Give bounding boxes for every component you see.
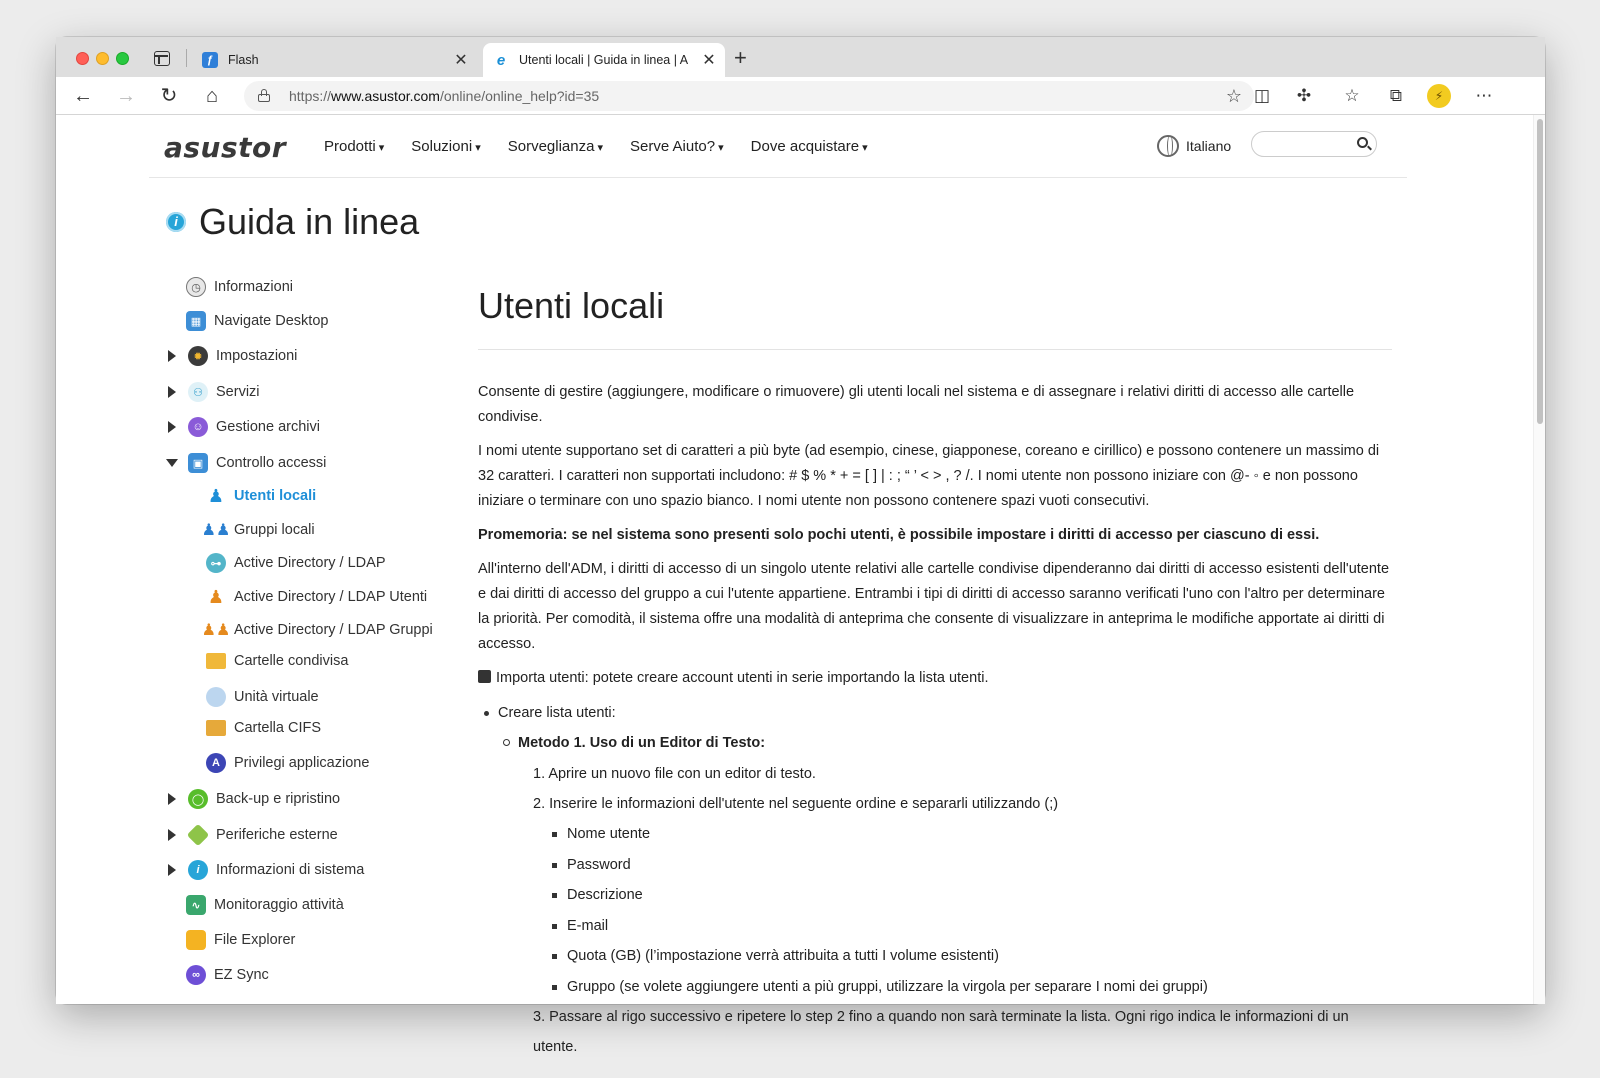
sidebar-item-ldap-gruppi[interactable] bbox=[201, 620, 433, 640]
language-selector[interactable] bbox=[1157, 135, 1231, 157]
sidebar-item-informazioni[interactable] bbox=[186, 277, 293, 297]
forward-arrow-icon[interactable]: → bbox=[116, 85, 136, 107]
bullet-list bbox=[478, 699, 1392, 1062]
user-icon: ♟ bbox=[207, 485, 225, 506]
sidebar-item-label: Active Directory / LDAP Gruppi bbox=[234, 622, 433, 638]
sidebar-item-ldap-utenti[interactable] bbox=[206, 587, 427, 607]
sidebar-item-label: Privilegi applicazione bbox=[234, 755, 370, 771]
ldap-group-icon: ♟♟ bbox=[201, 622, 231, 639]
field-item: Password bbox=[567, 850, 1392, 881]
lock-icon[interactable] bbox=[258, 89, 270, 102]
article-content bbox=[478, 285, 1392, 1062]
group-icon: ♟♟ bbox=[201, 522, 231, 539]
sidebar-item-ez-sync[interactable] bbox=[186, 965, 269, 985]
close-icon[interactable]: ✕ bbox=[702, 52, 716, 69]
collapse-arrow-icon[interactable] bbox=[166, 459, 178, 467]
gear-icon: ✹ bbox=[188, 346, 208, 366]
sidebar-item-informazioni-sistema[interactable] bbox=[168, 860, 364, 880]
tab-actions-icon[interactable] bbox=[154, 51, 170, 66]
sidebar-item-label: Active Directory / LDAP Utenti bbox=[234, 589, 428, 605]
collections-icon[interactable]: ⧉ bbox=[1389, 86, 1403, 105]
guide-heading bbox=[166, 201, 419, 243]
sidebar-item-label: Cartelle condivisa bbox=[234, 653, 349, 669]
sidebar-item-servizi[interactable] bbox=[168, 382, 260, 402]
ldap-user-icon: ♟ bbox=[207, 586, 225, 607]
tab-strip bbox=[56, 37, 1545, 77]
sidebar-item-label: Unità virtuale bbox=[234, 689, 319, 705]
tab-utenti-locali[interactable] bbox=[483, 43, 725, 77]
menu-item-dove-acquistare[interactable]: Dove acquistare ▾ bbox=[751, 138, 868, 155]
access-control-icon: ▣ bbox=[188, 453, 208, 473]
url-text: https://www.asustor.com/online/online_help?id=35 bbox=[289, 88, 600, 104]
sidebar-item-label: Back-up e ripristino bbox=[216, 791, 341, 807]
ez-sync-icon: ∞ bbox=[186, 965, 206, 985]
tab-flash[interactable] bbox=[192, 43, 477, 77]
tab-title: Flash bbox=[228, 53, 259, 67]
sidebar-item-backup-ripristino[interactable] bbox=[168, 789, 340, 809]
sidebar-item-file-explorer[interactable] bbox=[186, 930, 295, 950]
browser-toolbar bbox=[56, 77, 1545, 115]
close-window-button[interactable] bbox=[76, 52, 89, 65]
expand-arrow-icon[interactable] bbox=[168, 386, 176, 398]
step-item: 3. Passare al rigo successivo e ripetere lo step 2 fino a quando non sarà terminate la lista. Ogni rigo indica le informazioni di un utente. bbox=[533, 1009, 1349, 1055]
shared-folder-icon bbox=[206, 653, 226, 669]
sidebar-item-label: Navigate Desktop bbox=[214, 313, 329, 329]
maximize-window-button[interactable] bbox=[116, 52, 129, 65]
sidebar-item-utenti-locali[interactable] bbox=[206, 486, 316, 506]
avatar[interactable]: ⚡ bbox=[1427, 84, 1451, 108]
divider bbox=[186, 49, 187, 67]
system-info-icon: i bbox=[188, 860, 208, 880]
article-title: Utenti locali bbox=[478, 285, 1392, 350]
ldap-icon: ⊶ bbox=[206, 553, 226, 573]
expand-arrow-icon[interactable] bbox=[168, 864, 176, 876]
page-scrollbar[interactable] bbox=[1533, 115, 1545, 1004]
list-item: Creare lista utenti: Metodo 1. Uso di un Editor di Testo: 1. Aprire un nuovo file con un editor di testo. 2. Inserire le informazioni dell'utente nel seguente ordine e separarli utilizzando (;) Nome utente Password Descrizione E-mail Quota (GB) (l’impostazione verrà attribuita a tutti I volume esistenti) Gruppo (se volete aggiungere utenti a più gruppi, utilizzare la virgola per separare I nomi dei gruppi) 3. Passare al rigo successivo e ripetere lo step 2 fino a quando non sarà terminate la lista. Ogni rigo indica le informazioni di un utente. bbox=[498, 699, 1392, 1062]
web-page bbox=[56, 115, 1533, 1055]
virtual-drive-icon bbox=[206, 687, 226, 707]
fields-list bbox=[533, 819, 1392, 1002]
paragraph: All'interno dell'ADM, i diritti di accesso di un singolo utente relativi alle cartelle condivise dipenderanno dai diritti di accesso esistenti dell'utente e dai diritti di accesso del gruppo a cui l'utente appartiene. Entrambi i tipi di diritti di accesso saranno verificati l'uno con l'altro per determinare la priorità. Per comodità, il sistema offre una modalità di anteprima che consente di visualizzare in anteprima le modifiche apportate ai diritti di accesso. bbox=[478, 561, 1390, 652]
back-arrow-icon[interactable]: ← bbox=[73, 85, 93, 107]
sidebar-item-privilegi-applicazione[interactable] bbox=[206, 753, 369, 773]
reload-icon[interactable]: ↻ bbox=[160, 85, 178, 107]
expand-arrow-icon[interactable] bbox=[168, 350, 176, 362]
reminder-note: Promemoria: se nel sistema sono presenti solo pochi utenti, è possibile impostare i diritti di accesso per ciascuno di essi. bbox=[478, 527, 1320, 543]
sidebar-item-cartelle-condivisa[interactable] bbox=[206, 653, 348, 669]
sidebar-item-impostazioni[interactable] bbox=[168, 346, 297, 366]
field-item: Descrizione bbox=[567, 880, 1392, 911]
minimize-window-button[interactable] bbox=[96, 52, 109, 65]
language-label: Italiano bbox=[1186, 138, 1232, 154]
site-logo[interactable]: asustor bbox=[164, 131, 287, 164]
desktop-icon: ▦ bbox=[186, 311, 206, 331]
expand-arrow-icon[interactable] bbox=[168, 421, 176, 433]
sidebar-item-gestione-archivi[interactable] bbox=[168, 417, 320, 437]
sidebar-item-label: File Explorer bbox=[214, 932, 296, 948]
more-menu-icon[interactable]: ⋯ bbox=[1475, 86, 1493, 105]
activity-monitor-icon: ∿ bbox=[186, 895, 206, 915]
sidebar-item-controllo-accessi[interactable] bbox=[166, 453, 326, 473]
step-item: 1. Aprire un nuovo file con un editor di testo. bbox=[533, 766, 816, 782]
search-icon[interactable] bbox=[1357, 137, 1368, 148]
info-icon: i bbox=[166, 212, 186, 232]
file-explorer-icon bbox=[186, 930, 206, 950]
backup-icon: ◯ bbox=[188, 789, 208, 809]
main-menu bbox=[324, 138, 868, 155]
close-icon[interactable]: ✕ bbox=[454, 52, 468, 69]
sidebar-item-label: Informazioni di sistema bbox=[216, 862, 365, 878]
sidebar-item-label: Utenti locali bbox=[234, 488, 317, 504]
add-favorite-icon[interactable]: ☆ bbox=[1225, 86, 1242, 106]
extensions-icon[interactable]: ✣ bbox=[1296, 86, 1312, 105]
compass-icon: ◷ bbox=[186, 277, 206, 297]
new-tab-button[interactable]: + bbox=[734, 45, 747, 70]
paragraph: I nomi utente supportano set di caratteri a più byte (ad esempio, cinese, giapponese, coreano e cirillico) e possono contenere un massimo di 32 caratteri. I caratteri non supportati includono: # $ % * + = [ ] | : ; “ ’ < > , ? /. I nomi utente non possono iniziare con @- ◦ e non possono iniziare o terminare con uno spazio bianco. I nomi utente non possono contenere spazi vuoti consecutivi. bbox=[478, 443, 1380, 509]
archive-icon: ☺ bbox=[188, 417, 208, 437]
sidebar-item-label: Informazioni bbox=[214, 279, 293, 295]
sidebar-item-periferiche-esterne[interactable] bbox=[168, 825, 338, 845]
menu-item-prodotti[interactable]: Prodotti ▾ bbox=[324, 138, 384, 155]
import-users-line: Importa utenti: potete creare account utenti in serie importando la lista utenti. bbox=[478, 666, 1392, 691]
step-item: 2. Inserire le informazioni dell'utente nel seguente ordine e separarli utilizzando (;) Nome utente Password Descrizione E-mail Quota (GB) (l’impostazione verrà attribuita a tutti I volume esistenti) Gruppo (se volete aggiungere utenti a più gruppi, utilizzare la virgola per separare I nomi dei gruppi) bbox=[533, 789, 1392, 1002]
sidebar-item-label: Controllo accessi bbox=[216, 455, 327, 471]
sidebar-item-cartella-cifs[interactable] bbox=[206, 720, 321, 736]
sidebar-item-navigate-desktop[interactable] bbox=[186, 311, 328, 331]
import-icon bbox=[478, 670, 491, 683]
paragraph: Consente di gestire (aggiungere, modificare o rimuovere) gli utenti locali nel sistema e di assegnare i relativi diritti di accesso alle cartelle condivise. bbox=[478, 384, 1355, 425]
address-bar[interactable] bbox=[244, 81, 1254, 111]
expand-arrow-icon[interactable] bbox=[168, 793, 176, 805]
home-icon[interactable]: ⌂ bbox=[205, 85, 219, 107]
app-privilege-icon: A bbox=[206, 753, 226, 773]
services-icon: ⚇ bbox=[188, 382, 208, 402]
flash-icon: ƒ bbox=[202, 52, 218, 68]
sidebar-item-gruppi-locali[interactable] bbox=[201, 520, 315, 540]
globe-icon bbox=[1157, 135, 1179, 157]
sidebar-item-active-directory-ldap[interactable] bbox=[206, 553, 386, 573]
sidebar-item-label: Impostazioni bbox=[216, 348, 298, 364]
sidebar-item-label: Gestione archivi bbox=[216, 419, 320, 435]
sidebar-item-label: Active Directory / LDAP bbox=[234, 555, 386, 571]
sidebar-item-label: Periferiche esterne bbox=[216, 827, 338, 843]
sidebar-item-label: Monitoraggio attività bbox=[214, 897, 344, 913]
steps-list bbox=[518, 759, 1392, 1062]
edge-e-icon: e bbox=[496, 51, 506, 69]
external-device-icon bbox=[187, 824, 210, 847]
sub-list bbox=[498, 729, 1392, 1062]
cifs-folder-icon bbox=[206, 720, 226, 736]
sidebar-item-monitoraggio-attivita[interactable] bbox=[186, 895, 344, 915]
pocket-icon[interactable]: ◫ bbox=[1253, 86, 1271, 105]
page-title: Guida in linea bbox=[199, 201, 420, 242]
field-item: Gruppo (se volete aggiungere utenti a più gruppi, utilizzare la virgola per separare I nomi dei gruppi) bbox=[567, 972, 1392, 1003]
expand-arrow-icon[interactable] bbox=[168, 829, 176, 841]
menu-item-sorveglianza[interactable]: Sorveglianza ▾ bbox=[508, 138, 603, 155]
tab-title: Utenti locali | Guida in linea | A bbox=[519, 53, 689, 67]
site-search-input[interactable] bbox=[1251, 131, 1377, 157]
menu-item-soluzioni[interactable]: Soluzioni ▾ bbox=[411, 138, 480, 155]
browser-window bbox=[56, 37, 1545, 1055]
sidebar-item-label: EZ Sync bbox=[214, 967, 269, 983]
menu-item-serve-aiuto[interactable]: Serve Aiuto? ▾ bbox=[630, 138, 724, 155]
sidebar-item-label: Gruppi locali bbox=[234, 522, 315, 538]
field-item: Quota (GB) (l’impostazione verrà attribuita a tutti I volume esistenti) bbox=[567, 941, 1392, 972]
scrollbar-thumb[interactable] bbox=[1537, 119, 1543, 424]
sidebar-item-unita-virtuale[interactable] bbox=[206, 687, 319, 707]
field-item: Nome utente bbox=[567, 819, 1392, 850]
sidebar-item-label: Cartella CIFS bbox=[234, 720, 322, 736]
favorites-icon[interactable]: ☆ bbox=[1344, 86, 1360, 105]
site-header bbox=[149, 115, 1407, 178]
sidebar-item-label: Servizi bbox=[216, 384, 260, 400]
field-item: E-mail bbox=[567, 911, 1392, 942]
list-item: Metodo 1. Uso di un Editor di Testo: 1. Aprire un nuovo file con un editor di testo. 2. Inserire le informazioni dell'utente nel seguente ordine e separarli utilizzando (;) Nome utente Password Descrizione E-mail Quota (GB) (l’impostazione verrà attribuita a tutti I volume esistenti) Gruppo (se volete aggiungere utenti a più gruppi, utilizzare la virgola per separare I nomi dei gruppi) 3. Passare al rigo successivo e ripetere lo step 2 fino a quando non sarà terminate la lista. Ogni rigo indica le informazioni di un utente. bbox=[518, 729, 1392, 1062]
